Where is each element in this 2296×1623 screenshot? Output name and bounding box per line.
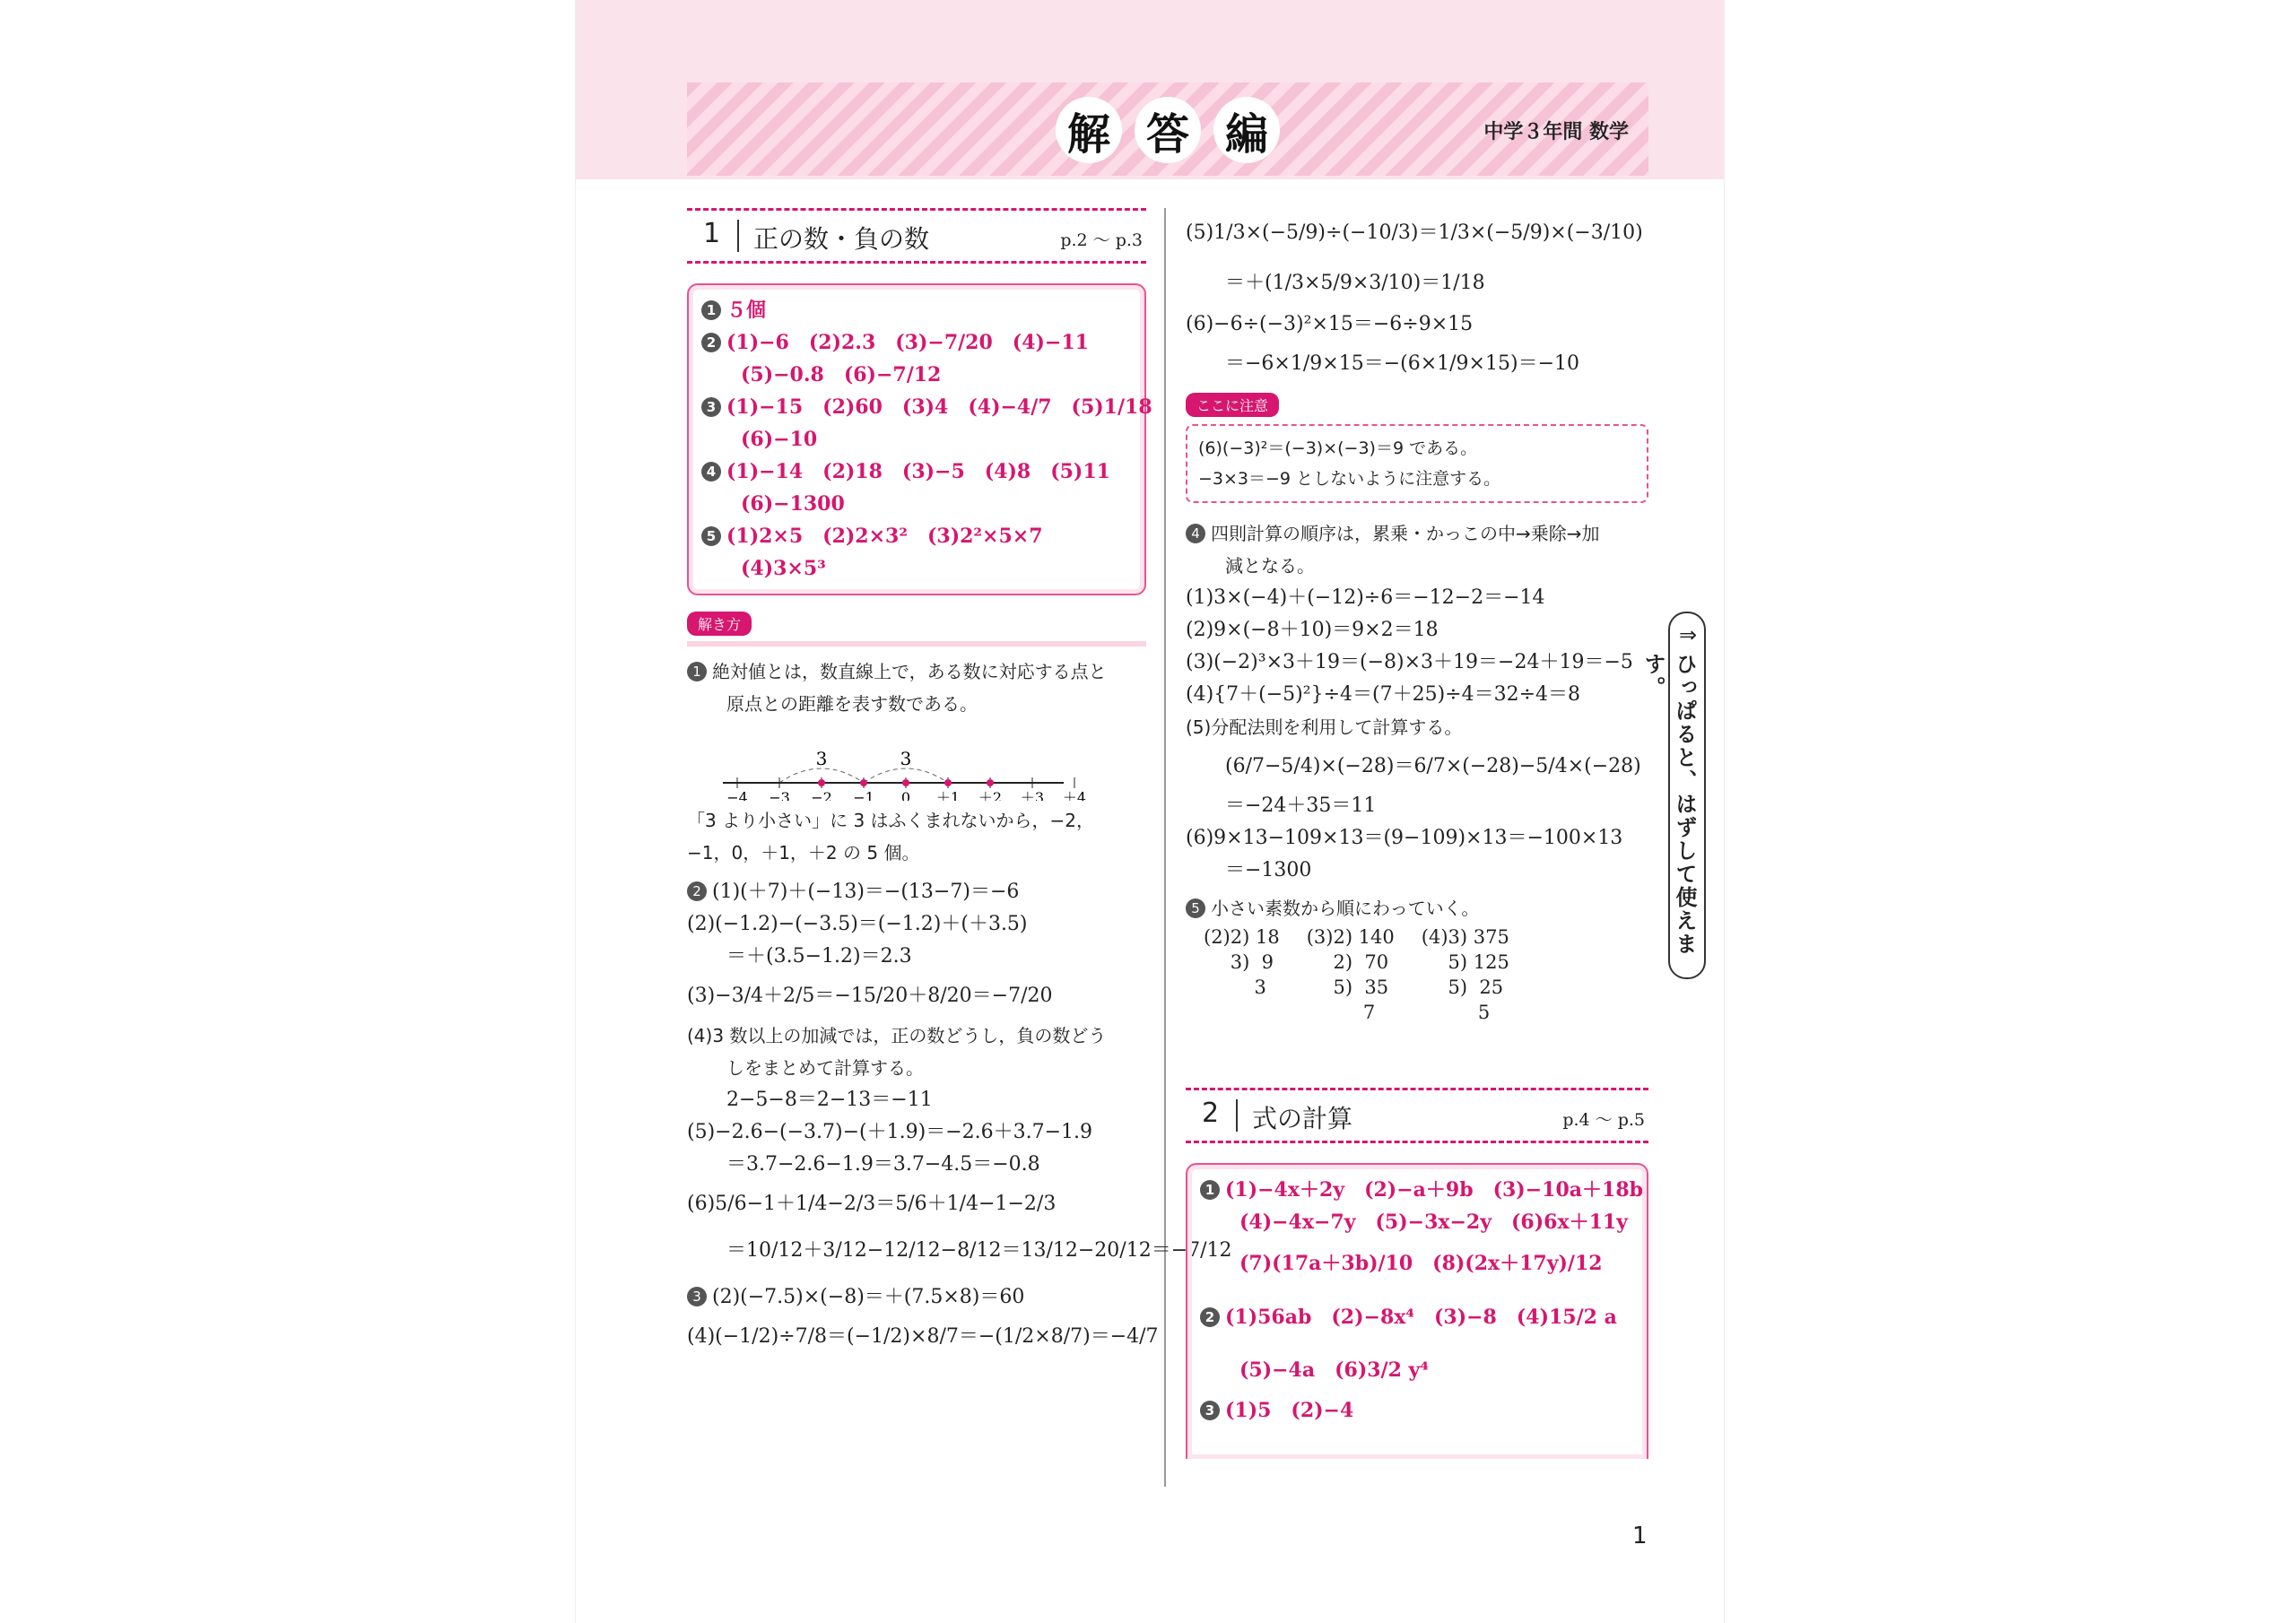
explain-mark: 1 xyxy=(687,662,707,681)
answer-line: (4)3×5³ xyxy=(741,557,826,580)
section-name: 正の数・負の数 xyxy=(753,224,930,254)
explain-line: (5)1/3×(−5/9)÷(−10/3)＝1/3×(−5/9)×(−3/10) xyxy=(1186,221,1643,244)
section-header-2 xyxy=(1186,1088,1648,1143)
note-box xyxy=(1186,424,1648,503)
answer-line: (6)−10 xyxy=(741,428,818,451)
explain-line: (4)3 数以上の加減では，正の数どうし，負の数どう xyxy=(687,1025,1107,1046)
answer-line: (6)−1300 xyxy=(741,492,845,516)
note-heading xyxy=(1186,387,1648,419)
point xyxy=(860,779,867,786)
title-char: 解 xyxy=(1056,97,1122,163)
explain-line: (6)−6÷(−3)²×15＝−6÷9×15 xyxy=(1186,313,1474,335)
explain-line: −1，0，＋1，＋2 の 5 個。 xyxy=(687,842,920,864)
pull-tab[interactable] xyxy=(1640,612,1706,979)
explain-line: しをまとめて計算する。 xyxy=(726,1057,924,1079)
explain-line: (2)(−1.2)−(−3.5)＝(−1.2)＋(＋3.5) xyxy=(687,913,1028,935)
explain-line: (5)分配法則を利用して計算する。 xyxy=(1186,716,1463,738)
explain-line: 2 (1)(＋7)＋(−13)＝−(13−7)＝−6 xyxy=(687,876,1146,908)
column-divider xyxy=(1164,208,1166,1487)
explain-line: 3 (2)(−7.5)×(−8)＝＋(7.5×8)＝60 xyxy=(687,1281,1146,1314)
explain-line: 減となる。 xyxy=(1225,555,1315,577)
number-line xyxy=(687,720,1146,801)
tick-label: −4 xyxy=(726,789,748,801)
answer-mark: 2 xyxy=(701,333,721,352)
explain-line: (6)5/6−1＋1/4−2/3＝5/6＋1/4−1−2/3 xyxy=(687,1193,1057,1215)
answer-mark: 4 xyxy=(701,462,721,482)
explain-line: ＝10/12＋3/12−12/12−8/12＝13/12−20/12＝−7/12 xyxy=(726,1239,1232,1262)
explain-line: ＝＋(1/3×5/9×3/10)＝1/18 xyxy=(1225,272,1485,294)
note-line: −3×3＝−9 としないように注意する。 xyxy=(1198,469,1501,489)
point xyxy=(818,779,825,786)
explain-line: (6)9×13−109×13＝(9−109)×13＝−100×13 xyxy=(1186,827,1623,849)
explain-line: ＝−6×1/9×15＝−(6×1/9×15)＝−10 xyxy=(1225,352,1579,375)
point xyxy=(987,779,994,786)
explain-mark: 4 xyxy=(1186,524,1205,543)
answer-line: 1 ５個 xyxy=(701,294,1132,326)
section-number: 1 xyxy=(703,218,721,249)
explain-line: (1)3×(−4)＋(−12)÷6＝−12−2＝−14 xyxy=(1186,586,1545,609)
explain-line: (4){7＋(−5)²}÷4＝(7＋25)÷4＝32÷4＝8 xyxy=(1186,683,1581,706)
factorization: (3)2) 140 2) 70 5) 35 7 xyxy=(1306,926,1395,1023)
answer-line: 3 (1)5 (2)−4 xyxy=(1200,1394,1634,1427)
note-line: (6)(−3)²＝(−3)×(−3)＝9 である。 xyxy=(1198,438,1478,458)
answer-mark: 1 xyxy=(701,300,721,320)
answer-line: 1 (1)−4x＋2y (2)−a＋9b (3)−10a＋18b xyxy=(1200,1174,1634,1206)
page-title xyxy=(1056,97,1280,163)
answer-line: 5 (1)2×5 (2)2×3² (3)2²×5×7 xyxy=(701,520,1132,552)
point xyxy=(944,779,952,786)
tick-label: 0 xyxy=(900,789,911,801)
tick-label: −1 xyxy=(853,789,874,801)
factorization: (2)2) 18 3) 9 3 xyxy=(1204,926,1280,998)
section-bar xyxy=(737,220,739,252)
factorization: (4)3) 375 5) 125 5) 25 5 xyxy=(1421,926,1509,1023)
tick-label: −3 xyxy=(769,789,790,801)
answer-line: 2 (1)56ab (2)−8x⁴ (3)−8 (4)15/2 a xyxy=(1200,1289,1634,1346)
explain-line: 1 絶対値とは，数直線上で，ある数に対応する点と xyxy=(687,655,1146,688)
answer-box-2 xyxy=(1186,1163,1648,1459)
answer-line: 2 (1)−6 (2)2.3 (3)−7/20 (4)−11 xyxy=(701,326,1132,359)
title-char: 編 xyxy=(1213,97,1280,163)
explain-mark: 3 xyxy=(687,1287,707,1306)
answer-line: (5)−0.8 (6)−7/12 xyxy=(741,363,942,386)
explain-line: (5)−2.6−(−3.7)−(＋1.9)＝−2.6＋3.7−1.9 xyxy=(687,1121,1093,1143)
header-banner xyxy=(687,82,1648,176)
title-char: 答 xyxy=(1135,97,1201,163)
section-pages: p.4 ～ p.5 xyxy=(1562,1110,1645,1130)
left-column xyxy=(687,208,1232,1360)
explain-line: ＝−24＋35＝11 xyxy=(1225,794,1377,817)
answer-mark: 3 xyxy=(701,397,721,417)
section-pages: p.2 ～ p.3 xyxy=(1060,230,1143,250)
explain-line: (6/7−5/4)×(−28)＝6/7×(−28)−5/4×(−28) xyxy=(1225,755,1641,777)
point xyxy=(902,779,909,786)
kaikata-label: 解き方 xyxy=(687,612,752,636)
answer-line: 3 (1)−15 (2)60 (3)4 (4)−4/7 (5)1/18 xyxy=(701,391,1132,423)
answer-mark: 1 xyxy=(1200,1180,1220,1200)
explain-line: 4 四則計算の順序は，累乗・かっこの中→乗除→加 xyxy=(1186,517,1648,550)
explain-mark: 2 xyxy=(687,881,707,901)
explain-line: ＝＋(3.5−1.2)＝2.3 xyxy=(726,945,912,968)
explain-mark: 5 xyxy=(1186,898,1205,918)
right-column xyxy=(1186,208,1648,1459)
tick-label: −2 xyxy=(811,789,832,801)
answer-line: (7)(17a＋3b)/10 (8)(2x＋17y)/12 xyxy=(1239,1252,1603,1275)
explain-line: 2−5−8＝2−13＝−11 xyxy=(726,1089,933,1111)
section-name: 式の計算 xyxy=(1252,1104,1353,1133)
tick-label: ＋3 xyxy=(1020,789,1045,801)
explain-line: 原点との距離を表す数である。 xyxy=(726,693,978,715)
answer-line: (5)−4a (6)3/2 y⁴ xyxy=(1239,1358,1429,1382)
factorization-block xyxy=(1186,924,1648,1025)
section-header-1 xyxy=(687,208,1146,264)
answer-mark: 3 xyxy=(1200,1401,1220,1420)
tick-label: ＋2 xyxy=(978,789,1003,801)
explain-line: (4)(−1/2)÷7/8＝(−1/2)×8/7＝−(1/2×8/7)＝−4/7 xyxy=(687,1325,1159,1348)
arrow-right-icon: ⇒ xyxy=(1679,622,1698,647)
subtitle: 中学３年間 数学 xyxy=(1483,121,1629,143)
explain-line: (3)(−2)³×3＋19＝(−8)×3＋19＝−24＋19＝−5 xyxy=(1186,651,1633,673)
arc-label: 3 xyxy=(815,748,828,769)
answer-mark: 5 xyxy=(701,526,721,546)
answer-box-1 xyxy=(687,283,1152,595)
explain-line: (3)−3/4＋2/5＝−15/20＋8/20＝−7/20 xyxy=(687,985,1053,1007)
section-number: 2 xyxy=(1202,1098,1220,1129)
kaikata-heading xyxy=(687,595,1146,647)
answer-mark: 2 xyxy=(1200,1307,1220,1327)
note-label: ここに注意 xyxy=(1186,393,1279,417)
explain-line: ＝−1300 xyxy=(1225,859,1312,881)
tick-label: ＋4 xyxy=(1062,789,1087,801)
explain-line: 「3 より小さい」に 3 はふくまれないから，−2， xyxy=(687,810,1095,831)
answer-line: 4 (1)−14 (2)18 (3)−5 (4)8 (5)11 xyxy=(701,456,1132,488)
explain-line: 5 小さい素数から順にわっていく。 xyxy=(1186,892,1648,924)
answer-line: (4)−4x−7y (5)−3x−2y (6)6x＋11y xyxy=(1239,1211,1628,1234)
page-number: 1 xyxy=(1632,1523,1648,1549)
tick-label: ＋1 xyxy=(935,789,961,801)
section-bar xyxy=(1236,1099,1238,1132)
arc-label: 3 xyxy=(900,748,912,769)
explain-line: ＝3.7−2.6−1.9＝3.7−4.5＝−0.8 xyxy=(726,1153,1040,1176)
page xyxy=(575,0,1725,1623)
explain-line: (2)9×(−8＋10)＝9×2＝18 xyxy=(1186,619,1439,641)
pull-tab-text: ひっぱると、はずして使えます。 xyxy=(1640,653,1697,956)
